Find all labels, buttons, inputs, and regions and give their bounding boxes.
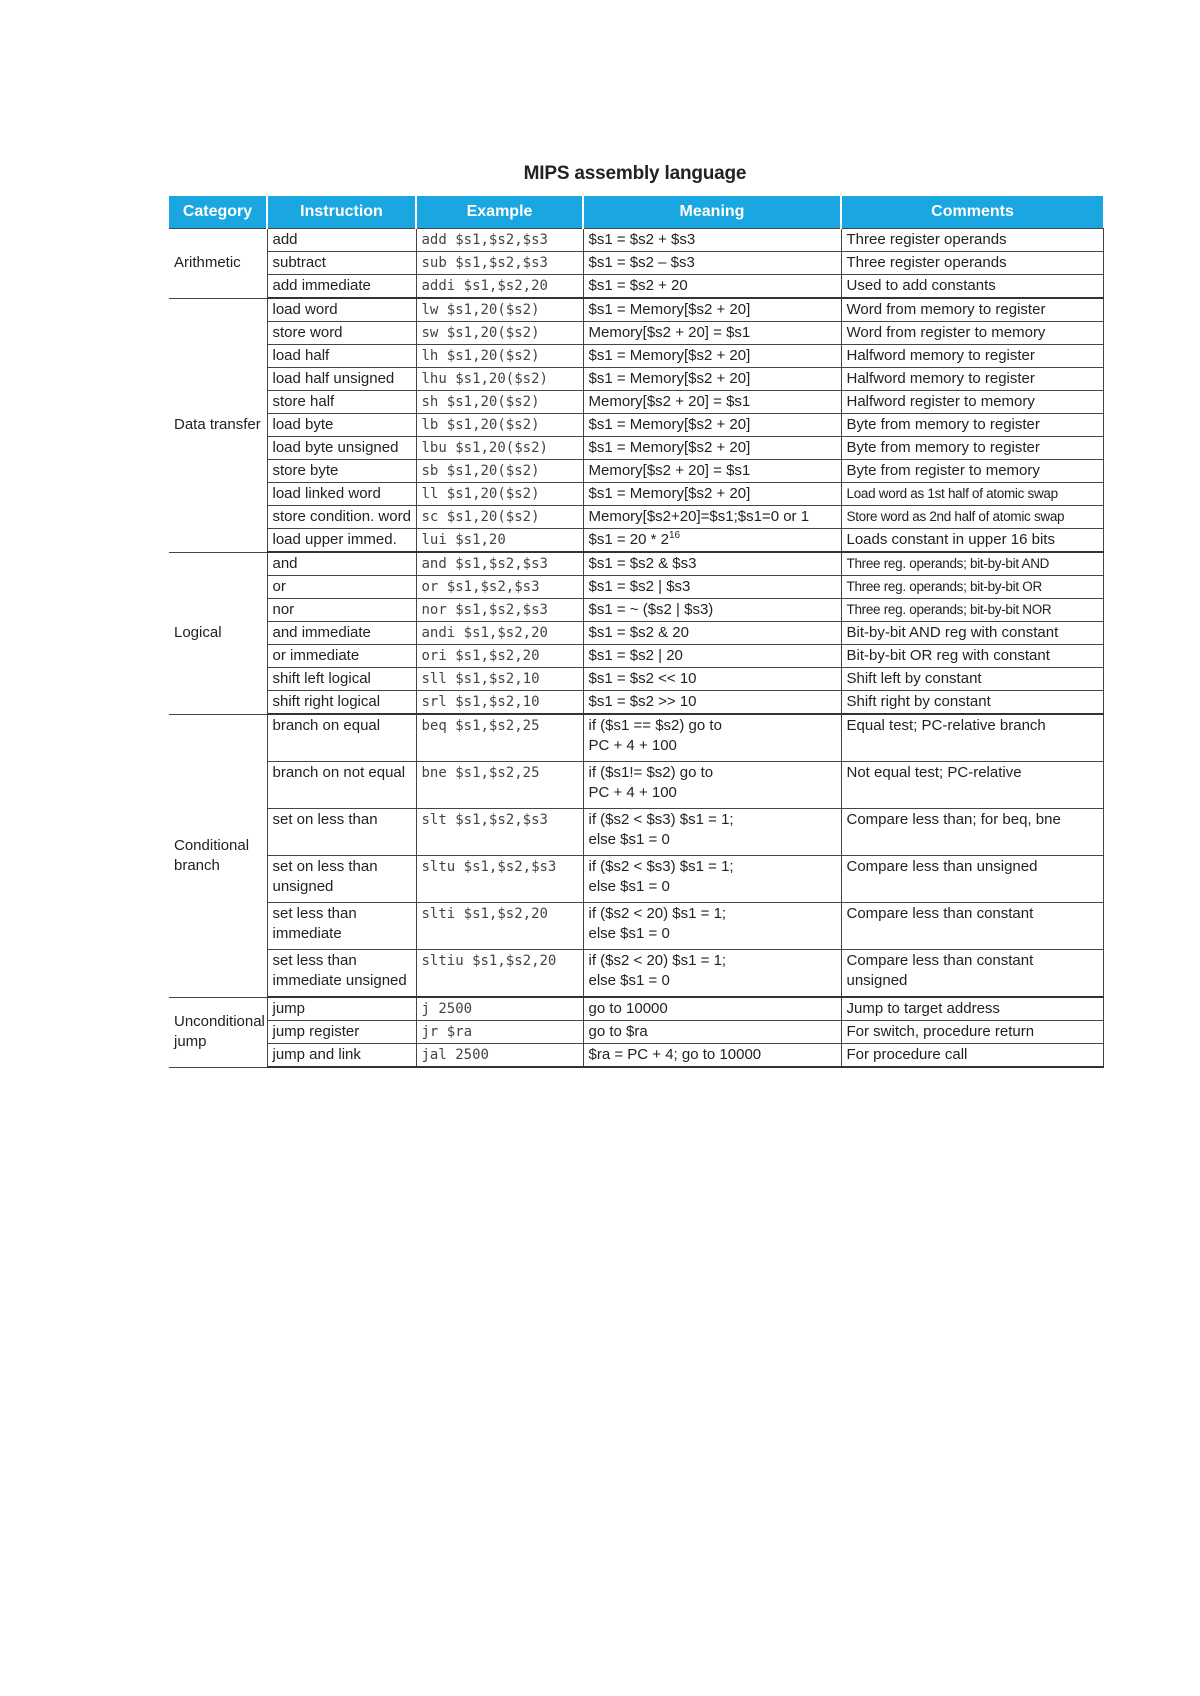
instruction-cell bbox=[267, 552, 416, 576]
instruction-cell bbox=[267, 622, 416, 645]
example-cell bbox=[416, 1044, 583, 1068]
instruction-cell bbox=[267, 345, 416, 368]
instruction-cell-text: set on less than bbox=[272, 811, 378, 828]
example-cell bbox=[416, 552, 583, 576]
instruction-cell bbox=[267, 645, 416, 668]
example-cell bbox=[416, 576, 583, 599]
table-row bbox=[169, 483, 1103, 506]
meaning-cell-text: $s1 = $s2 >> 10 bbox=[588, 693, 697, 710]
header-comments: Comments bbox=[841, 196, 1103, 229]
meaning-cell bbox=[583, 414, 841, 437]
meaning-cell bbox=[583, 809, 841, 856]
meaning-cell bbox=[583, 252, 841, 275]
category-cell: Logical bbox=[169, 552, 267, 714]
meaning-cell bbox=[583, 552, 841, 576]
category-cell: Data transfer bbox=[169, 298, 267, 552]
comments-cell-text: For switch, procedure return bbox=[846, 1023, 1035, 1040]
instruction-cell-text: and bbox=[272, 555, 298, 572]
example-cell bbox=[416, 762, 583, 809]
page-title: MIPS assembly language bbox=[523, 163, 747, 184]
instruction-cell-text: add bbox=[272, 231, 298, 248]
comments-cell-text: Bit-by-bit OR reg with constant bbox=[846, 647, 1050, 664]
category-cell: Unconditional jump bbox=[169, 997, 267, 1067]
table-row bbox=[169, 599, 1103, 622]
example-cell bbox=[416, 368, 583, 391]
comments-cell bbox=[841, 645, 1103, 668]
comments-cell-text: Store word as 2nd half of atomic swap bbox=[846, 509, 1065, 524]
instruction-cell-text: shift left logical bbox=[272, 670, 371, 687]
example-cell bbox=[416, 809, 583, 856]
table-row bbox=[169, 903, 1103, 950]
example-cell-text: slt $s1,$s2,$s3 bbox=[421, 812, 548, 828]
instruction-cell-text: load byte unsigned bbox=[272, 439, 399, 456]
instruction-cell-text: set less than bbox=[272, 905, 357, 922]
meaning-cell-text: Memory[$s2+20]=$s1;$s1=0 or 1 bbox=[588, 508, 810, 525]
meaning-cell-text: $s1 = Memory[$s2 + 20] bbox=[588, 370, 751, 387]
meaning-cell bbox=[583, 622, 841, 645]
example-cell-text: lhu $s1,20($s2) bbox=[421, 371, 548, 387]
comments-cell bbox=[841, 856, 1103, 903]
instruction-cell-text: add immediate bbox=[272, 277, 371, 294]
meaning-cell-text: $s1 = $s2 & 20 bbox=[588, 624, 689, 641]
example-cell-text: sltiu $s1,$s2,20 bbox=[421, 953, 557, 969]
example-cell bbox=[416, 903, 583, 950]
instruction-cell bbox=[267, 275, 416, 299]
meaning-cell-text-line2: else $s1 = 0 bbox=[588, 831, 670, 848]
instruction-cell-text: shift right logical bbox=[272, 693, 381, 710]
table-row bbox=[169, 714, 1103, 762]
comments-cell bbox=[841, 950, 1103, 998]
comments-cell-text: Shift right by constant bbox=[846, 693, 991, 710]
comments-cell bbox=[841, 809, 1103, 856]
instruction-cell-text: store condition. word bbox=[272, 508, 411, 525]
comments-cell bbox=[841, 1044, 1103, 1068]
meaning-cell bbox=[583, 298, 841, 322]
example-cell bbox=[416, 997, 583, 1021]
instruction-cell-text: and immediate bbox=[272, 624, 371, 641]
example-cell bbox=[416, 622, 583, 645]
comments-cell bbox=[841, 576, 1103, 599]
table-row bbox=[169, 856, 1103, 903]
instruction-cell-text-line2: unsigned bbox=[272, 878, 334, 895]
comments-cell-text: Three reg. operands; bit-by-bit NOR bbox=[846, 602, 1052, 617]
example-cell-text: slti $s1,$s2,20 bbox=[421, 906, 548, 922]
comments-cell bbox=[841, 460, 1103, 483]
comments-cell bbox=[841, 252, 1103, 275]
example-cell-text: or $s1,$s2,$s3 bbox=[421, 579, 540, 595]
table-row bbox=[169, 576, 1103, 599]
meaning-cell-text: $s1 = $s2 << 10 bbox=[588, 670, 697, 687]
meaning-cell-text: Memory[$s2 + 20] = $s1 bbox=[588, 324, 751, 341]
table-row bbox=[169, 529, 1103, 553]
instruction-cell-text: branch on not equal bbox=[272, 764, 406, 781]
comments-cell-text: Compare less than constant bbox=[846, 905, 1034, 922]
meaning-cell-text: $s1 = $s2 – $s3 bbox=[588, 254, 695, 271]
instruction-cell-text: set less than bbox=[272, 952, 357, 969]
meaning-cell bbox=[583, 576, 841, 599]
meaning-cell-text: go to 10000 bbox=[588, 1000, 668, 1017]
table-row bbox=[169, 622, 1103, 645]
instruction-cell bbox=[267, 809, 416, 856]
table-row bbox=[169, 809, 1103, 856]
instruction-cell-text: jump bbox=[272, 1000, 306, 1017]
header-row bbox=[169, 196, 1103, 229]
example-cell-text: lb $s1,20($s2) bbox=[421, 417, 540, 433]
comments-cell bbox=[841, 298, 1103, 322]
comments-cell-text: Load word as 1st half of atomic swap bbox=[846, 486, 1058, 501]
example-cell-text: lw $s1,20($s2) bbox=[421, 302, 540, 318]
comments-cell bbox=[841, 506, 1103, 529]
meaning-cell bbox=[583, 529, 841, 553]
comments-cell bbox=[841, 322, 1103, 345]
table-row bbox=[169, 645, 1103, 668]
instruction-cell bbox=[267, 460, 416, 483]
comments-cell bbox=[841, 714, 1103, 762]
meaning-cell-text-line2: PC + 4 + 100 bbox=[588, 784, 677, 801]
meaning-cell-text: if ($s2 < 20) $s1 = 1; bbox=[588, 905, 727, 922]
comments-cell-text: Not equal test; PC-relative bbox=[846, 764, 1022, 781]
table-row bbox=[169, 997, 1103, 1021]
example-cell-text: lh $s1,20($s2) bbox=[421, 348, 540, 364]
instruction-cell bbox=[267, 414, 416, 437]
example-cell bbox=[416, 506, 583, 529]
example-cell bbox=[416, 599, 583, 622]
meaning-cell bbox=[583, 762, 841, 809]
instruction-cell bbox=[267, 714, 416, 762]
meaning-cell bbox=[583, 714, 841, 762]
instruction-cell-text: nor bbox=[272, 601, 295, 618]
instruction-cell bbox=[267, 691, 416, 715]
instruction-cell bbox=[267, 997, 416, 1021]
comments-cell-text: Halfword register to memory bbox=[846, 393, 1035, 410]
example-cell bbox=[416, 529, 583, 553]
category-cell: Conditional branch bbox=[169, 714, 267, 997]
comments-cell-text: Three reg. operands; bit-by-bit AND bbox=[846, 556, 1050, 571]
instruction-cell-text: load linked word bbox=[272, 485, 381, 502]
meaning-cell-text: if ($s2 < 20) $s1 = 1; bbox=[588, 952, 727, 969]
instruction-cell-text: load byte bbox=[272, 416, 334, 433]
example-cell-text: sw $s1,20($s2) bbox=[421, 325, 540, 341]
comments-cell bbox=[841, 345, 1103, 368]
example-cell-text: sh $s1,20($s2) bbox=[421, 394, 540, 410]
example-cell-text: bne $s1,$s2,25 bbox=[421, 765, 540, 781]
comments-cell-text: Compare less than unsigned bbox=[846, 858, 1038, 875]
comments-cell bbox=[841, 529, 1103, 553]
meaning-cell bbox=[583, 460, 841, 483]
instruction-cell bbox=[267, 437, 416, 460]
instruction-cell bbox=[267, 599, 416, 622]
comments-cell-text: Halfword memory to register bbox=[846, 370, 1035, 387]
example-cell bbox=[416, 252, 583, 275]
meaning-cell bbox=[583, 437, 841, 460]
instruction-cell-text: load upper immed. bbox=[272, 531, 397, 548]
example-cell bbox=[416, 645, 583, 668]
instruction-cell bbox=[267, 529, 416, 553]
meaning-cell bbox=[583, 950, 841, 998]
comments-cell-text: Byte from memory to register bbox=[846, 416, 1040, 433]
meaning-cell-text-line2: PC + 4 + 100 bbox=[588, 737, 677, 754]
comments-cell-text: Word from register to memory bbox=[846, 324, 1046, 341]
table-row bbox=[169, 275, 1103, 299]
meaning-cell-text: $s1 = Memory[$s2 + 20] bbox=[588, 347, 751, 364]
table-row bbox=[169, 1044, 1103, 1068]
table-row bbox=[169, 252, 1103, 275]
table-row bbox=[169, 950, 1103, 998]
comments-cell-text: For procedure call bbox=[846, 1046, 968, 1063]
example-cell-text: sb $s1,20($s2) bbox=[421, 463, 540, 479]
meaning-cell-superscript: 16 bbox=[668, 530, 681, 541]
example-cell bbox=[416, 275, 583, 299]
instruction-cell-text: jump register bbox=[272, 1023, 360, 1040]
instruction-cell-text: branch on equal bbox=[272, 717, 381, 734]
comments-cell bbox=[841, 391, 1103, 414]
comments-cell-text: Three reg. operands; bit-by-bit OR bbox=[846, 579, 1042, 594]
example-cell-text: sc $s1,20($s2) bbox=[421, 509, 540, 525]
header-meaning: Meaning bbox=[583, 196, 841, 229]
instruction-cell bbox=[267, 391, 416, 414]
example-cell-text: and $s1,$s2,$s3 bbox=[421, 556, 548, 572]
table-row bbox=[169, 322, 1103, 345]
meaning-cell-text: if ($s1!= $s2) go to bbox=[588, 764, 714, 781]
comments-cell-text: Three register operands bbox=[846, 254, 1007, 271]
instruction-cell bbox=[267, 950, 416, 998]
example-cell-text: nor $s1,$s2,$s3 bbox=[421, 602, 548, 618]
meaning-cell bbox=[583, 856, 841, 903]
table-row bbox=[169, 345, 1103, 368]
example-cell bbox=[416, 437, 583, 460]
example-cell-text: sub $s1,$s2,$s3 bbox=[421, 255, 548, 271]
comments-cell bbox=[841, 762, 1103, 809]
comments-cell bbox=[841, 437, 1103, 460]
header-category: Category bbox=[169, 196, 267, 229]
instruction-cell-text: load word bbox=[272, 301, 338, 318]
table-row bbox=[169, 691, 1103, 715]
comments-cell bbox=[841, 1021, 1103, 1044]
comments-cell-text: Halfword memory to register bbox=[846, 347, 1035, 364]
example-cell-text: lui $s1,20 bbox=[421, 532, 506, 548]
instruction-cell bbox=[267, 1044, 416, 1068]
comments-cell bbox=[841, 903, 1103, 950]
meaning-cell bbox=[583, 1044, 841, 1068]
example-cell bbox=[416, 483, 583, 506]
meaning-cell bbox=[583, 322, 841, 345]
instruction-cell-text: store byte bbox=[272, 462, 339, 479]
meaning-cell-text: if ($s2 < $s3) $s1 = 1; bbox=[588, 811, 734, 828]
instruction-cell-text-line2: immediate bbox=[272, 925, 342, 942]
meaning-cell-text-line2: else $s1 = 0 bbox=[588, 972, 670, 989]
comments-cell bbox=[841, 368, 1103, 391]
instruction-cell-text: subtract bbox=[272, 254, 326, 271]
instruction-cell-text: set on less than bbox=[272, 858, 378, 875]
instruction-cell bbox=[267, 368, 416, 391]
comments-cell-text: Word from memory to register bbox=[846, 301, 1046, 318]
header-example: Example bbox=[416, 196, 583, 229]
meaning-cell bbox=[583, 275, 841, 299]
example-cell-text: add $s1,$s2,$s3 bbox=[421, 232, 548, 248]
comments-cell bbox=[841, 668, 1103, 691]
example-cell bbox=[416, 298, 583, 322]
comments-cell bbox=[841, 414, 1103, 437]
instruction-cell-text: jump and link bbox=[272, 1046, 361, 1063]
instruction-cell bbox=[267, 298, 416, 322]
example-cell bbox=[416, 691, 583, 715]
example-cell bbox=[416, 950, 583, 998]
comments-cell-text: Loads constant in upper 16 bits bbox=[846, 531, 1055, 548]
comments-cell bbox=[841, 622, 1103, 645]
comments-cell-text: Equal test; PC-relative branch bbox=[846, 717, 1046, 734]
meaning-cell bbox=[583, 483, 841, 506]
comments-cell-text: Jump to target address bbox=[846, 1000, 1000, 1017]
header-instruction: Instruction bbox=[267, 196, 416, 229]
meaning-cell bbox=[583, 368, 841, 391]
meaning-cell bbox=[583, 645, 841, 668]
meaning-cell bbox=[583, 997, 841, 1021]
meaning-cell bbox=[583, 391, 841, 414]
instruction-cell bbox=[267, 762, 416, 809]
meaning-cell bbox=[583, 691, 841, 715]
meaning-cell-text: $s1 = Memory[$s2 + 20] bbox=[588, 439, 751, 456]
instruction-cell bbox=[267, 229, 416, 252]
meaning-cell bbox=[583, 1021, 841, 1044]
example-cell bbox=[416, 391, 583, 414]
instruction-cell bbox=[267, 483, 416, 506]
table-row bbox=[169, 762, 1103, 809]
instruction-cell bbox=[267, 668, 416, 691]
meaning-cell-text: Memory[$s2 + 20] = $s1 bbox=[588, 462, 751, 479]
instruction-cell-text: or bbox=[272, 578, 286, 595]
meaning-cell-text: $s1 = Memory[$s2 + 20] bbox=[588, 485, 751, 502]
instruction-cell bbox=[267, 576, 416, 599]
example-cell bbox=[416, 414, 583, 437]
meaning-cell-text: $s1 = $s2 + 20 bbox=[588, 277, 688, 294]
meaning-cell-text: $s1 = $s2 | 20 bbox=[588, 647, 683, 664]
meaning-cell-text: $s1 = ~ ($s2 | $s3) bbox=[588, 601, 714, 618]
instruction-cell-text-line2: immediate unsigned bbox=[272, 972, 407, 989]
instruction-cell bbox=[267, 506, 416, 529]
example-cell-text: srl $s1,$s2,10 bbox=[421, 694, 540, 710]
table-body bbox=[169, 229, 1103, 1068]
example-cell bbox=[416, 229, 583, 252]
comments-cell-text: Shift left by constant bbox=[846, 670, 982, 687]
meaning-cell bbox=[583, 229, 841, 252]
meaning-cell-text: $s1 = Memory[$s2 + 20] bbox=[588, 301, 751, 318]
table-row bbox=[169, 229, 1103, 252]
meaning-cell bbox=[583, 599, 841, 622]
example-cell-text: ll $s1,20($s2) bbox=[421, 486, 540, 502]
table-row bbox=[169, 506, 1103, 529]
instruction-cell bbox=[267, 903, 416, 950]
meaning-cell-text: if ($s1 == $s2) go to bbox=[588, 717, 722, 734]
comments-cell-text: Compare less than constant bbox=[846, 952, 1034, 969]
comments-cell bbox=[841, 997, 1103, 1021]
example-cell bbox=[416, 668, 583, 691]
example-cell-text: sltu $s1,$s2,$s3 bbox=[421, 859, 557, 875]
example-cell-text: addi $s1,$s2,20 bbox=[421, 278, 548, 294]
instruction-cell bbox=[267, 322, 416, 345]
meaning-cell bbox=[583, 903, 841, 950]
meaning-cell bbox=[583, 345, 841, 368]
comments-cell bbox=[841, 483, 1103, 506]
meaning-cell-text: go to $ra bbox=[588, 1023, 648, 1040]
table-row bbox=[169, 552, 1103, 576]
meaning-cell-text: $s1 = $s2 | $s3 bbox=[588, 578, 691, 595]
table-row bbox=[169, 437, 1103, 460]
instruction-cell-text: store word bbox=[272, 324, 343, 341]
instruction-cell bbox=[267, 856, 416, 903]
instruction-cell-text: load half bbox=[272, 347, 330, 364]
category-cell: Arithmetic bbox=[169, 229, 267, 299]
meaning-cell-text: $s1 = $s2 & $s3 bbox=[588, 555, 697, 572]
example-cell-text: beq $s1,$s2,25 bbox=[421, 718, 540, 734]
meaning-cell-text: $s1 = Memory[$s2 + 20] bbox=[588, 416, 751, 433]
example-cell-text: andi $s1,$s2,20 bbox=[421, 625, 548, 641]
example-cell-text: j 2500 bbox=[421, 1001, 473, 1017]
instruction-cell-text: store half bbox=[272, 393, 335, 410]
mips-instruction-table bbox=[169, 196, 1104, 1068]
example-cell-text: sll $s1,$s2,10 bbox=[421, 671, 540, 687]
example-cell bbox=[416, 460, 583, 483]
comments-cell-text: Three register operands bbox=[846, 231, 1007, 248]
example-cell bbox=[416, 345, 583, 368]
instruction-cell-text: or immediate bbox=[272, 647, 360, 664]
comments-cell-text: Used to add constants bbox=[846, 277, 996, 294]
comments-cell-text: Byte from register to memory bbox=[846, 462, 1040, 479]
meaning-cell-text: $ra = PC + 4; go to 10000 bbox=[588, 1046, 762, 1063]
comments-cell bbox=[841, 599, 1103, 622]
comments-cell-text: Byte from memory to register bbox=[846, 439, 1040, 456]
comments-cell-text: Compare less than; for beq, bne bbox=[846, 811, 1061, 828]
meaning-cell-text: if ($s2 < $s3) $s1 = 1; bbox=[588, 858, 734, 875]
meaning-cell-text: Memory[$s2 + 20] = $s1 bbox=[588, 393, 751, 410]
comments-cell-text-line2: unsigned bbox=[846, 972, 908, 989]
meaning-cell-text: $s1 = $s2 + $s3 bbox=[588, 231, 696, 248]
example-cell bbox=[416, 714, 583, 762]
example-cell bbox=[416, 322, 583, 345]
comments-cell bbox=[841, 229, 1103, 252]
comments-cell bbox=[841, 275, 1103, 299]
table-row bbox=[169, 460, 1103, 483]
table-row bbox=[169, 368, 1103, 391]
comments-cell bbox=[841, 552, 1103, 576]
instruction-cell bbox=[267, 1021, 416, 1044]
example-cell bbox=[416, 856, 583, 903]
meaning-cell-text-line2: else $s1 = 0 bbox=[588, 878, 670, 895]
meaning-cell bbox=[583, 668, 841, 691]
meaning-cell-text: $s1 = 20 * 2 bbox=[588, 531, 669, 548]
meaning-cell bbox=[583, 506, 841, 529]
example-cell-text: lbu $s1,20($s2) bbox=[421, 440, 548, 456]
comments-cell-text: Bit-by-bit AND reg with constant bbox=[846, 624, 1059, 641]
example-cell-text: jal 2500 bbox=[421, 1047, 489, 1063]
comments-cell bbox=[841, 691, 1103, 715]
table-row bbox=[169, 298, 1103, 322]
table-row bbox=[169, 1021, 1103, 1044]
table-row bbox=[169, 668, 1103, 691]
instruction-cell-text: load half unsigned bbox=[272, 370, 395, 387]
table-row bbox=[169, 414, 1103, 437]
meaning-cell-text-line2: else $s1 = 0 bbox=[588, 925, 670, 942]
table-row bbox=[169, 391, 1103, 414]
example-cell bbox=[416, 1021, 583, 1044]
example-cell-text: jr $ra bbox=[421, 1024, 473, 1040]
instruction-cell bbox=[267, 252, 416, 275]
example-cell-text: ori $s1,$s2,20 bbox=[421, 648, 540, 664]
